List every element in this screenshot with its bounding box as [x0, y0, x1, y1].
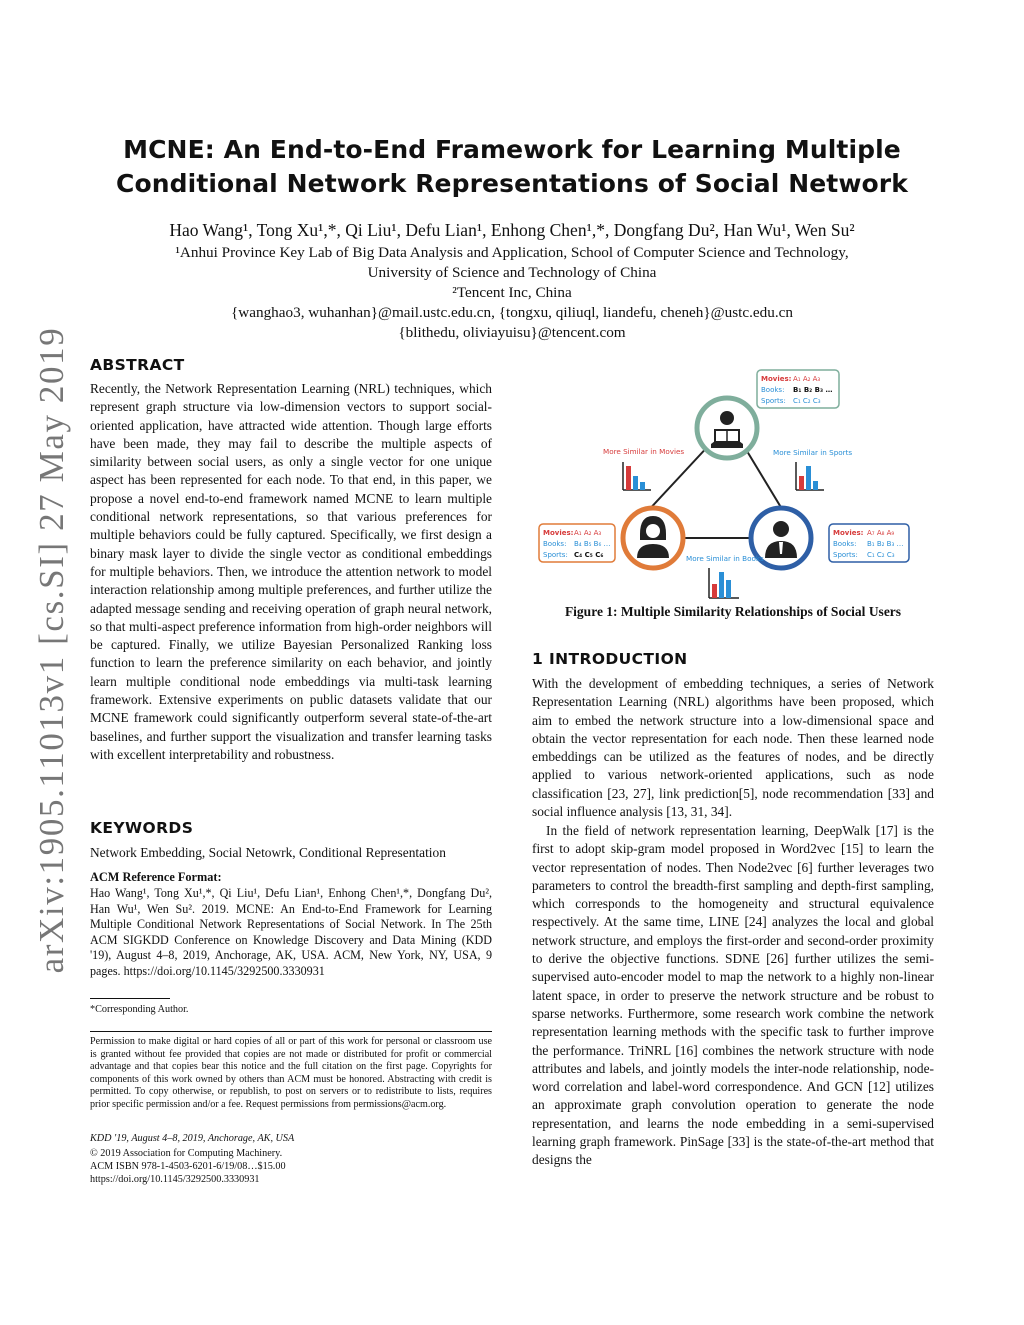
title-line-1: MCNE: An End-to-End Framework for Learning Multiple — [123, 135, 901, 164]
box-left-sports-label: Sports: — [543, 551, 568, 559]
left-user-node — [623, 508, 683, 568]
permission-rule — [90, 1031, 492, 1032]
info-box-right — [829, 524, 909, 562]
paper-title — [0, 133, 1024, 201]
box-left-books-label: Books: — [543, 540, 567, 548]
label-more-similar-sports: More Similar in Sports — [773, 448, 853, 457]
box-right-movies-label: Movies: — [833, 529, 864, 537]
bar-chart-movies — [623, 462, 651, 490]
acm-reference-label: ACM Reference Format: — [90, 870, 222, 884]
info-box-left — [539, 524, 615, 562]
label-more-similar-movies: More Similar in Movies — [603, 447, 685, 456]
email-line-1: {wanghao3, wuhanhan}@mail.ustc.edu.cn, {tongxu, qiliuql, liandefu, cheneh}@ustc.edu.cn — [231, 304, 793, 321]
abstract-text: Recently, the Network Representation Learning (NRL) techniques, which represent graph structure via low-dimension vectors to support social-oriented application, have attracted wide attention. Though large efforts have been made, they may fail to describe the multiple aspects of similarity between social users, as only a single vector for one unique aspect has been represented for each node. To that end, in this paper, we propose a novel end-to-end framework named MCNE to learn multiple conditional network representations, so that various preferences for multiple behaviors could be fully captured. Specifically, we first design a binary mask layer to divide the single vector as conditional embeddings for multiple behaviors. Then, we introduce the attention network to model interaction relationship among multiple preferences, and further utilize the adapted message sending and receiving operation of graph neural network, so that multi-aspect preference information from high-order neighbors will be captured. Finally, we utilize Bayesian Personalized Ranking loss function to learn the preference similarity on each behavior, and jointly learn multiple conditional node embeddings via multi-task learning framework. Extensive experiments on public datasets validate that our MCNE framework could significantly outperform several state-of-the-art baselines, and further support the visualization and transfer learning tasks with excellent interpretability and robustness. — [90, 381, 492, 762]
box-left-sports-values: C₄ C₅ C₆ — [574, 551, 604, 559]
abstract-heading: ABSTRACT — [90, 356, 185, 374]
figure-1-caption: Figure 1: Multiple Similarity Relationships of Social Users — [564, 604, 902, 619]
box-top-movies-label: Movies: — [761, 375, 792, 383]
introduction-paragraph-2: In the field of network representation learning, DeepWalk [17] is the first to adopt skip-gram model proposed in Word2vec [15] to learn the vector representation of nodes. Then Node2vec [6] further leverages two parameters to control the breadth-first sampling and depth-first sampling, which corresponds to the homogeneity and structural equivalence respectively. At the same time, LINE [24] analyzes the local and global network structure, and employs the first-order and second-order proximity to derive the objective functions. SDNE [26] further utilizes the semi-supervised auto-encoder model to map the network to a highly non-linear latent space, in order to preserve the network structure and be robust to sparse networks. Furthermore, some research work combine the network representation learning methods with the specific task to further improve the performance. TriNRL [16] combines the network structure with node attributes and labels, and jointly models the inter-node relationship, node-word correlation and label-word correspondence. And GCN [12] utilizes an approximate graph convolution operation to generate the node representation, and learns the node embedding in a semi-supervised learning graph framework. PinSage [33] is the state-of-the-art method that designs the — [532, 823, 934, 1168]
box-right-books-values: B₁ B₂ B₃ … — [867, 540, 904, 548]
introduction-paragraph-1: With the development of embedding techniques, a series of Network Representation Learning (NRL) algorithms have been proposed, which aim to embed the network structure into a low-dimensional space and obtain the vector representation for each node. Then these learned node embeddings can be utilized as the features of nodes, and be directly applied to various network-oriented applications, such as node classification [23, 27], link prediction[5], node recommendation [33] and social influence analysis [13, 31, 34]. — [532, 676, 934, 820]
box-top-sports-label: Sports: — [761, 397, 786, 405]
box-right-sports-values: C₁ C₂ C₃ — [867, 551, 895, 559]
keywords-heading: KEYWORDS — [90, 819, 194, 837]
introduction-heading: 1 INTRODUCTION — [532, 650, 688, 668]
box-left-movies-label: Movies: — [543, 529, 574, 537]
box-top-movies-values: A₁ A₂ A₃ — [793, 375, 821, 383]
bar — [719, 572, 724, 598]
author-list: Hao Wang¹, Tong Xu¹,*, Qi Liu¹, Defu Lian¹, Enhong Chen¹,*, Dongfang Du², Han Wu¹, Wen Su² — [169, 220, 855, 240]
affiliation-3: ²Tencent Inc, China — [452, 284, 572, 301]
acm-reference-text: Hao Wang¹, Tong Xu¹,*, Qi Liu¹, Defu Lian¹, Enhong Chen¹,*, Dongfang Du², Han Wu¹, Wen Su². 2019. MCNE: An End-to-End Framework for Learning Multiple Conditional Network Representations of Social Network. In The 25th ACM SIGKDD Conference on Knowledge Discovery and Data Mining (KDD '19), August 4–8, 2019, Anchorage, AK, USA. ACM, New York, NY, USA, 9 pages. https://doi.org/10.1145/3292500.3330931 — [90, 886, 492, 978]
bar — [806, 466, 811, 490]
bar — [799, 476, 804, 490]
info-box-top — [757, 370, 839, 408]
box-right-movies-values: A₇ A₈ A₉ — [867, 529, 895, 537]
bar — [726, 580, 731, 598]
label-more-similar-books: More Similar in Books — [686, 554, 764, 563]
bar — [633, 476, 638, 490]
footnote-rule — [90, 998, 170, 999]
copyright-line: © 2019 Association for Computing Machinery. — [90, 1148, 283, 1159]
box-left-books-values: B₄ B₅ B₆ … — [574, 540, 611, 548]
arxiv-identifier: arXiv:1905.11013v1 [cs.SI] 27 May 2019 — [32, 326, 71, 974]
permission-text: Permission to make digital or hard copies of all or part of this work for personal or classroom use is granted without fee provided that copies are not made or distributed for profit or commercial advantage and that copies bear this notice and the full citation on the first page. Copyrights for components of this work owned by others than ACM must be honored. Abstracting with credit is permitted. To copy otherwise, or republish, to post on servers or to redistribute to lists, requires prior specific permission and/or a fee. Request permissions from permissions@acm.org. — [90, 1036, 492, 1110]
box-top-books-values: B₁ B₂ B₃ … — [793, 386, 833, 394]
isbn-line: ACM ISBN 978-1-4503-6201-6/19/08…$15.00 — [90, 1161, 286, 1172]
box-top-books-label: Books: — [761, 386, 785, 394]
box-left-movies-values: A₁ A₂ A₃ — [574, 529, 602, 537]
bar-chart-sports — [796, 462, 824, 490]
box-top-sports-values: C₁ C₂ C₃ — [793, 397, 821, 405]
conference-line: KDD '19, August 4–8, 2019, Anchorage, AK, USA — [90, 1133, 295, 1144]
email-line-2: {blithedu, oliviayuisu}@tencent.com — [398, 324, 626, 341]
doi-line[interactable]: https://doi.org/10.1145/3292500.3330931 — [90, 1174, 260, 1185]
affiliation-2: University of Science and Technology of China — [367, 264, 657, 281]
box-right-books-label: Books: — [833, 540, 857, 548]
bar — [712, 584, 717, 598]
affiliation-1: ¹Anhui Province Key Lab of Big Data Analysis and Application, School of Computer Science and Technology, — [175, 244, 849, 261]
top-user-node — [697, 398, 757, 458]
bar — [626, 466, 631, 490]
title-line-2: Conditional Network Representations of Social Network — [116, 169, 908, 198]
footnote-corresponding: *Corresponding Author. — [90, 1004, 189, 1015]
keywords-text: Network Embedding, Social Netowrk, Conditional Representation — [90, 845, 446, 860]
bar-chart-books — [709, 568, 739, 598]
bar — [640, 482, 645, 490]
bar — [813, 481, 818, 490]
figure-1 — [533, 366, 933, 606]
box-right-sports-label: Sports: — [833, 551, 858, 559]
